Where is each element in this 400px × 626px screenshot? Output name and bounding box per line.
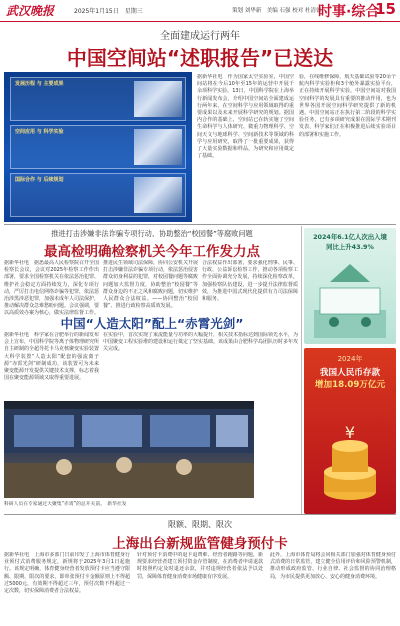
infographic-block-title: 发展历程 与 主要成果 bbox=[15, 81, 64, 87]
page-number: 15 bbox=[375, 0, 396, 18]
infographic-block bbox=[10, 77, 186, 121]
story4-column-3: 此外，上海市体育局将会同相关部门加强对体育健身预付式消费的日常监管，建立健全信用评价和风险预警机制，推动形成政府监管、行业自律、社会监督的协同治理格局，为市民提供更加放心、安心的健身消费环境。 bbox=[270, 552, 396, 580]
svg-text:¥: ¥ bbox=[344, 423, 356, 442]
story2-headline: 最高检明确检察机关今年工作发力点 bbox=[44, 244, 260, 260]
airport-illustration bbox=[314, 258, 386, 338]
story1-kicker: 全面建成运行两年 bbox=[160, 31, 240, 42]
section-divider bbox=[4, 224, 396, 225]
entry-exit-title: 2024年6.1亿人次出入境 bbox=[313, 233, 387, 241]
photo-caption: 科研人员在专家通过大聚集“赤霄”的总开关前。 新华社发 bbox=[4, 502, 127, 507]
space-station-infographic bbox=[4, 72, 192, 222]
section-title: 时事·综合 bbox=[318, 4, 380, 20]
story3-column-2: 在实验中，首次实现了束流能量与功率的大幅提升，相关技术指标达到国际领先水平，为中国聚变工程实验堆的建设和运行奠定了坚实基础。该成果由合肥科学岛团队历时多年攻关完成。 bbox=[103, 332, 298, 353]
section-divider bbox=[4, 514, 396, 515]
story2-column-1: 据新华社电 据悉最高人民检察院召开全国检察长会议，会议对2025年检察工作作出部署，要求全国检察机关在依法惩治犯罪、维护社会稳定方面持续发力，深化专项行动，严厉打击电信网络诈骗等犯罪，依法惩治涉黑涉恶犯罪，加强未成年人司法保护，推动解决群众急难愁盼问题。会议强调，要以高质效办案为核心，做实法律监督工作。 bbox=[4, 260, 99, 317]
story2-kicker: 推进打击涉嫌非法诈骗专项行动、协助整治“校园餐”等腐败问题 bbox=[51, 229, 253, 238]
infographic-block bbox=[10, 125, 186, 169]
coin-stack-illustration bbox=[320, 400, 380, 508]
story4-kicker: 限额、限期、限次 bbox=[168, 520, 232, 529]
story2-column-3: 合法权益作出部署，要求强化刑事、民事、行政、公益诉讼检察工作，推动各项检察工作全面协调充分发展，持续深化检察改革，加强检察队伍建设，进一步提升法律监督质效，为推进中国式现代化提供有力司法保障和服务。 bbox=[202, 260, 298, 303]
column-divider bbox=[301, 226, 302, 514]
editor-credits: 策划 刘华新 美编 石强 校对 杜清德 bbox=[232, 8, 322, 14]
infographic-block bbox=[10, 173, 186, 217]
story3-column-1: 据新华社电 科学家在合肥举行的新闻发布会上宣布，中国科学院等离子体物理研究所自主研制的全超导托卡马克核聚变实验装置大科学装置“人造太阳”配套的强流离子源“赤霄光剑”研制成功，该装置可为未来聚变能源开发提供关键技术支撑，标志着我国在聚变能源领域又取得重要进展。 bbox=[4, 332, 99, 382]
story2-column-2: 推进民生领域司法保障，协同公安机关开展打击涉嫌非法诈骗专项行动，依法惩治侵害群众切身利益的犯罪，对校园餐问题等腐败问题加大监督力度，协助整治“校园餐”等群众身边的不正之风和腐败问题，切实维护人民群众合法权益。——协同整治“校园餐”、推进行政检察高质效发展。 bbox=[103, 260, 198, 310]
issue-date: 2025年1月15日 星期三 bbox=[74, 8, 143, 15]
story3-headline: 中国“人造太阳”配上“赤霄光剑” bbox=[60, 316, 244, 331]
story4-headline: 上海出台新规监管健身预付卡 bbox=[112, 536, 288, 552]
newspaper-logo: 武汉晚报 bbox=[6, 4, 55, 18]
story4-column-2: 针对预付卡消费中的退卡退费难、经营者跑路等问题，新规要求经营者建立预付资金存管制度，在消费者申请退款时按照约定及时退还余款，并对违规经营者依法予以处罚，保障体育健身消费市场健康有序发展。 bbox=[137, 552, 263, 580]
deposit-value: 增加18.09万亿元 bbox=[314, 380, 386, 390]
infographic-block-title: 空间应用 与 科学实验 bbox=[15, 129, 64, 135]
story4-column-1: 据新华社电 上海市多部门日前印发了上海市体育健身行业预付式消费服务规定，新规将于2025年3月1日起施行。该规定明确，体育健身经营者发放预付卡应当遵守限额、限期、限次的要求，即单张预付卡金额原则上不得超过5000元，有效期不得超过三年，预付次数不得超过一定次数，切实保障消费者合法权益。 bbox=[4, 552, 130, 595]
masthead bbox=[0, 0, 400, 22]
deposit-infobox bbox=[304, 348, 396, 514]
station-image bbox=[134, 81, 182, 117]
deposit-year: 2024年 bbox=[337, 355, 363, 363]
fusion-control-room-photo bbox=[4, 401, 254, 498]
entry-exit-infobox bbox=[304, 228, 396, 344]
experiment-image bbox=[134, 129, 182, 165]
story1-column-2: 验，在线维修保障，航天基础试验等20余个航内科学实验柜和3个舱外暴露实验平台，正在持续开展科学实验。中国空间站对我国空间科学的发展具有重要的推动作用，也为世界各国开展空间科学研究提供了新的机遇。中国空间站正在执行第二阶段的科学实验任务，已有多项研究成果在国际学术期刊发表，科学家们正在积极推进后续实验项目的部署和实施工作。 bbox=[299, 74, 396, 138]
entry-exit-subtitle: 同比上升43.9% bbox=[326, 243, 374, 251]
astronaut-image bbox=[134, 177, 182, 213]
infographic-block-title: 国际合作 与 后续规划 bbox=[15, 177, 64, 183]
story1-column-1: 据新华社电 作为国家太空实验室，中国空间站将在今后10年至15年的运营中开展千余项科学实验。13日，中国科学院在上海举行新闻发布会，介绍中国空间站全面建成运行两年来，在空间科学与应用领域取得的重要成果以及未来开展科学研究的规划。据国内合作的基础上，空间站已在轨实施了空间生命科学与人体研究、微重力物理科学、空间天文与地球科学、空间新技术等领域的科学与应用研究，取得了一批重要成果，获得了大量实验数据和样品，为研究和应用奠定了基础。 bbox=[197, 74, 294, 160]
deposit-title: 我国人民币存款 bbox=[319, 368, 381, 378]
story1-headline: 中国空间站“述职报告”已送达 bbox=[66, 46, 334, 70]
control-room-scene bbox=[4, 401, 254, 498]
